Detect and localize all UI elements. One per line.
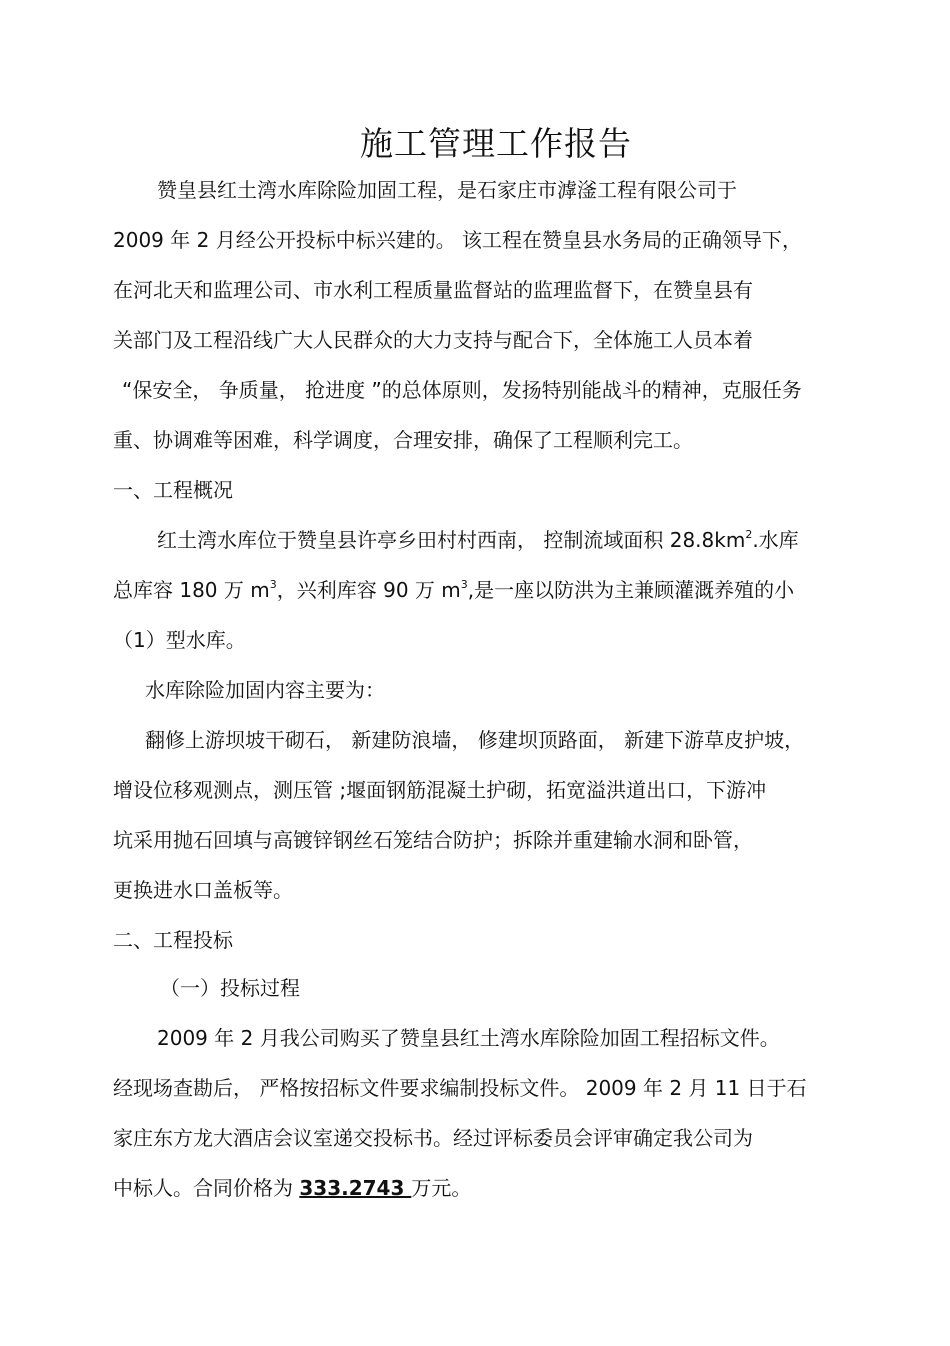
bidding-line-3: 家庄东方龙大酒店会议室递交投标书。经过评标委员会评审确定我公司为 xyxy=(113,1126,753,1150)
superscript-3b: 3 xyxy=(460,578,468,591)
overview-line-3: （1）型水库。 xyxy=(113,628,246,652)
superscript-2: 2 xyxy=(745,528,753,541)
bidding-line-4-text: 中标人。合同价格为 xyxy=(113,1176,300,1200)
intro-line-2: 2009 年 2 月经公开投标中标兴建的。 该工程在赞皇县水务局的正确领导下， xyxy=(113,228,803,252)
section-2-heading: 二、工程投标 xyxy=(113,928,233,952)
overview-line-8: 更换进水口盖板等。 xyxy=(113,878,293,902)
overview-line-2-mid: ，兴利库容 90 万 m xyxy=(276,578,461,602)
superscript-3a: 3 xyxy=(269,578,277,591)
bidding-line-1: 2009 年 2 月我公司购买了赞皇县红土湾水库除险加固工程招标文件。 xyxy=(157,1026,780,1050)
contract-amount: 333.2743 xyxy=(299,1176,412,1200)
intro-line-1: 赞皇县红土湾水库除险加固工程，是石家庄市滹滏工程有限公司于 xyxy=(157,178,737,202)
overview-line-5: 翻修上游坝坡干砌石， 新建防浪墙， 修建坝顶路面， 新建下游草皮护坡， xyxy=(145,728,805,752)
page-title: 施工管理工作报告 xyxy=(360,124,632,163)
overview-line-2-tail: ,是一座以防洪为主兼顾灌溉养殖的小 xyxy=(467,578,795,602)
overview-line-6: 增设位移观测点，测压管 ;堰面钢筋混凝土护砌，拓宽溢洪道出口，下游冲 xyxy=(113,778,767,802)
subsection-heading: （一）投标过程 xyxy=(160,976,300,1000)
bidding-line-4-tail: 万元。 xyxy=(411,1176,472,1200)
overview-line-2-text: 总库容 180 万 m xyxy=(113,578,270,602)
bidding-line-4 xyxy=(113,1174,471,1202)
intro-line-4: 关部门及工程沿线广大人民群众的大力支持与配合下，全体施工人员本着 xyxy=(113,328,753,352)
overview-line-1 xyxy=(157,526,799,554)
overview-line-7: 坑采用抛石回填与高镀锌钢丝石笼结合防护；拆除并重建输水洞和卧管， xyxy=(113,828,753,852)
bidding-line-2: 经现场查勘后， 严格按招标文件要求编制投标文件。 2009 年 2 月 11 日于石 xyxy=(113,1076,807,1100)
overview-line-1-tail: .水库 xyxy=(752,528,799,552)
intro-line-3: 在河北天和监理公司、市水利工程质量监督站的监理监督下，在赞皇县有 xyxy=(113,278,753,302)
overview-line-1-text: 红土湾水库位于赞皇县许亭乡田村村西南， 控制流域面积 28.8km xyxy=(157,528,746,552)
section-1-heading: 一、工程概况 xyxy=(113,478,233,502)
intro-line-5: “保安全， 争质量， 抢进度 ”的总体原则，发扬特别能战斗的精神，克服任务 xyxy=(122,378,802,402)
overview-line-2 xyxy=(113,576,794,604)
overview-line-4: 水库除险加固内容主要为： xyxy=(145,678,385,702)
intro-line-6: 重、协调难等困难，科学调度，合理安排，确保了工程顺利完工。 xyxy=(113,428,693,452)
